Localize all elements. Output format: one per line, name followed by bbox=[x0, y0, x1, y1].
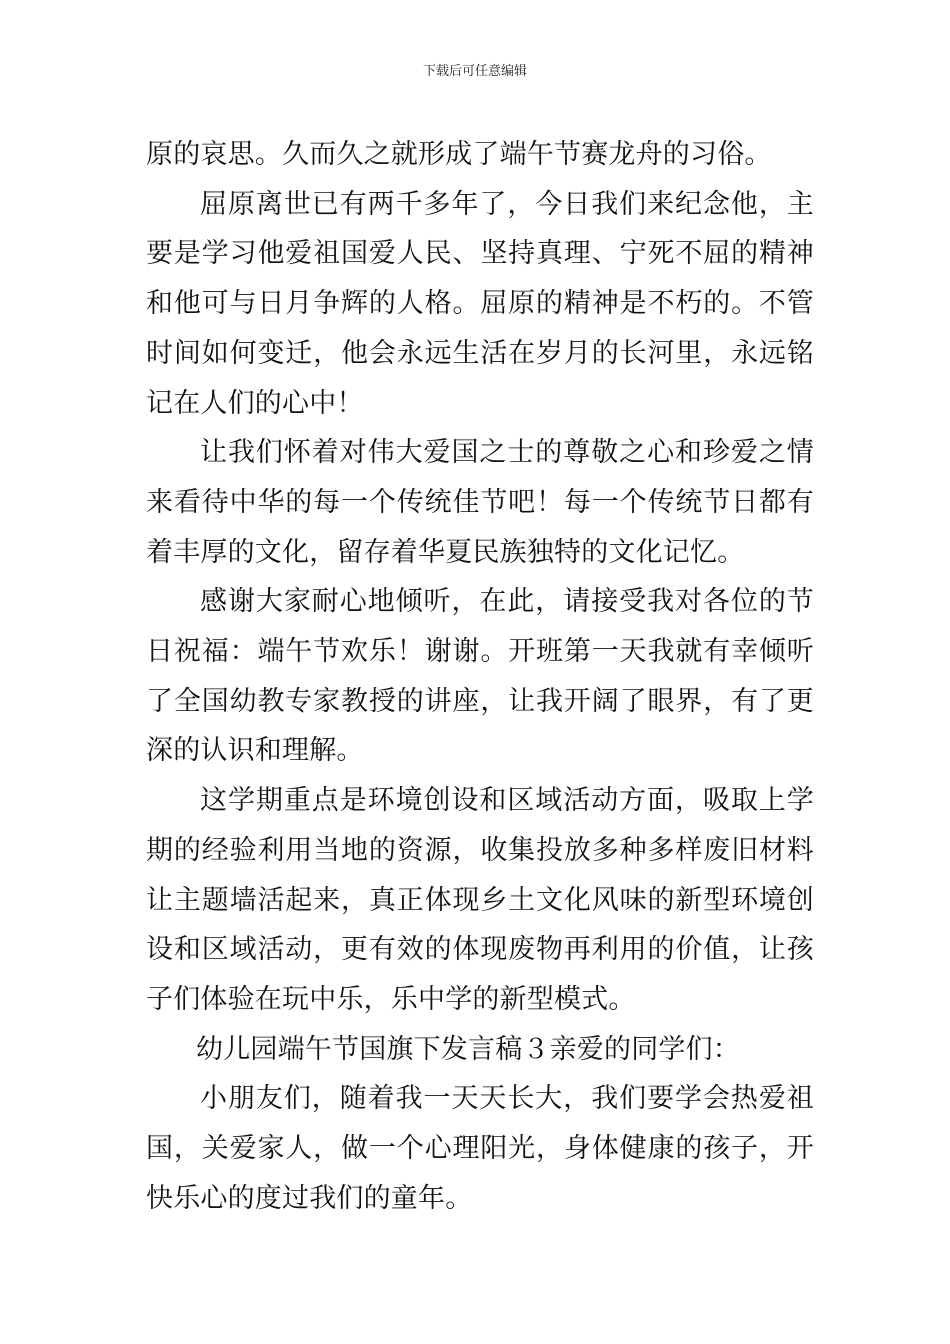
paragraph-tradition: 让我们怀着对伟大爱国之士的尊敬之心和珍爱之情来看待中华的每一个传统佳节吧！每一个传统节日都有着丰厚的文化，留存着华夏民族独特的文化记忆。 bbox=[146, 437, 814, 568]
document-body bbox=[146, 130, 814, 1223]
paragraph-speech-title: 幼儿园端午节国旗下发言稿３亲爱的同学们： bbox=[196, 1033, 740, 1065]
page-header: 下载后可任意编辑 bbox=[422, 64, 527, 79]
paragraph-children: 小朋友们，随着我一天天长大，我们要学会热爱祖国，关爱家人，做一个心理阳光，身体健康的孩子，开快乐心的度过我们的童年。 bbox=[146, 1083, 814, 1214]
paragraph-quyuan-legacy: 屈原离世已有两千多年了，今日我们来纪念他，主要是学习他爱祖国爱人民、坚持真理、宁死不屈的精神和他可与日月争辉的人格。屈原的精神是不朽的。不管时间如何变迁，他会永远生活在岁月的长河里，永远铭记在人们的心中！ bbox=[146, 188, 814, 419]
paragraph-thanks: 感谢大家耐心地倾听，在此，请接受我对各位的节日祝福：端午节欢乐！谢谢。开班第一天我就有幸倾听了全国幼教专家教授的讲座，让我开阔了眼界，有了更深的认识和理解。 bbox=[146, 586, 814, 767]
paragraph-continuation: 原的哀思。久而久之就形成了端午节赛龙舟的习俗。 bbox=[146, 139, 772, 170]
paragraph-semester-focus: 这学期重点是环境创设和区域活动方面，吸取上学期的经验利用当地的资源，收集投放多种多样废旧材料让主题墙活起来，真正体现乡土文化风味的新型环境创设和区域活动，更有效的体现废物再利用的价值，让孩子们体验在玩中乐，乐中学的新型模式。 bbox=[146, 785, 814, 1015]
